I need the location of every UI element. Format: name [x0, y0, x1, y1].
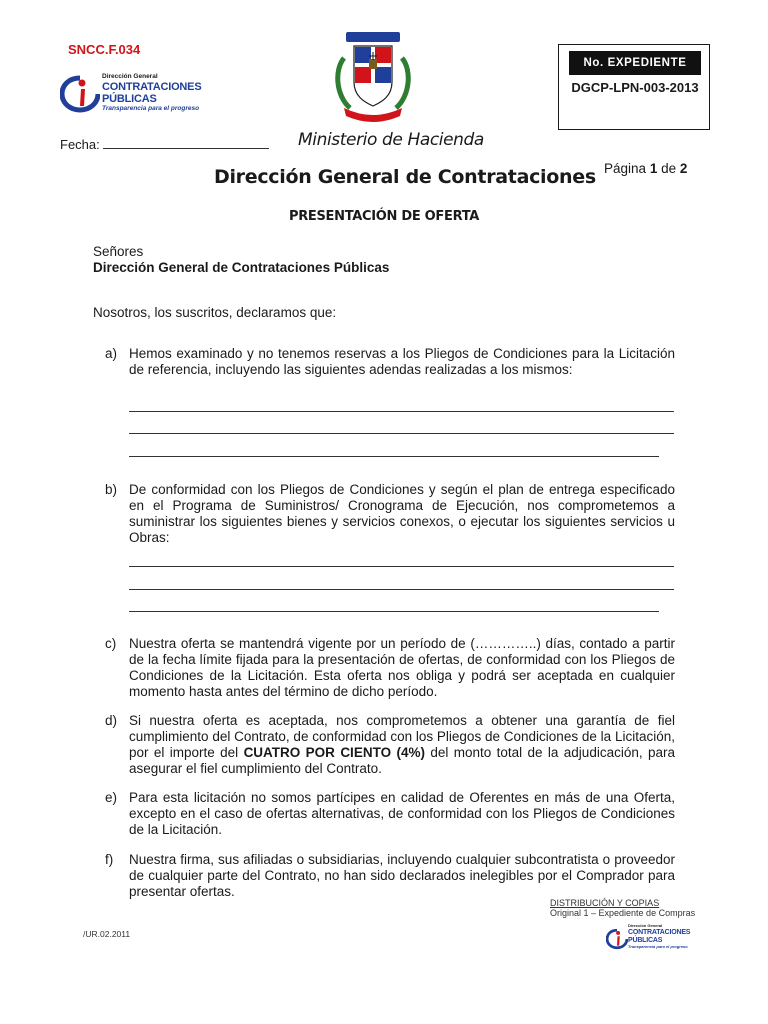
- logo-tagline: Transparencia para el progreso: [628, 944, 688, 949]
- blank-line: [129, 411, 674, 412]
- blank-line: [129, 566, 674, 567]
- logo-line2: CONTRATACIONES: [102, 80, 202, 93]
- footer-dgcp-logo: [606, 924, 692, 956]
- intro-text: Nosotros, los suscritos, declaramos que:: [93, 305, 337, 320]
- page-current: 1: [649, 161, 658, 176]
- clause-text: [129, 713, 675, 777]
- direction-title: Dirección General de Contrataciones: [214, 166, 596, 188]
- document-title: PRESENTACIÓN DE OFERTA: [288, 209, 480, 224]
- clause-label: f): [105, 852, 114, 867]
- clause-label: c): [105, 636, 117, 651]
- fecha-field: [60, 137, 269, 152]
- clause-label: b): [105, 482, 118, 497]
- dgcp-logo-mark-icon: [606, 924, 628, 954]
- blank-line: [129, 433, 674, 434]
- logo-line1: Dirección General: [628, 923, 663, 928]
- dgcp-logo-mark-icon: [60, 74, 100, 114]
- form-reference: /UR.02.2011: [83, 929, 131, 939]
- distribution-line: Original 1 – Expediente de Compras: [550, 908, 696, 918]
- clause-label: a): [105, 346, 118, 361]
- clause-text: Para esta licitación no somos partícipes en calidad de Oferentes en más de una Oferta, excepto en el caso de ofertas alternativas, de conformidad con los Pliegos de Condiciones de la Licitación.: [129, 790, 675, 837]
- blank-line: [129, 456, 659, 457]
- addressee: Dirección General de Contrataciones Públicas: [93, 260, 390, 275]
- dgcp-logo: [60, 74, 230, 114]
- clause-b: [105, 482, 675, 546]
- expediente-box: [558, 44, 710, 130]
- page-indicator: [604, 161, 687, 176]
- logo-tagline: Transparencia para el progreso: [102, 104, 200, 112]
- clause-text: Nuestra firma, sus afiliadas o subsidiarias, incluyendo cualquier subcontratista o proveedor de cualquier parte del Contrato, no han sido declarados inelegibles por el Comprador para presentar ofertas.: [129, 852, 675, 899]
- distribution-title: DISTRIBUCIÓN Y COPIAS: [550, 898, 660, 908]
- logo-line3: PÚBLICAS: [628, 937, 663, 944]
- clause-c: [105, 636, 675, 700]
- clause-label: e): [105, 790, 118, 805]
- blank-line: [129, 611, 659, 612]
- coat-of-arms-icon: [330, 30, 416, 122]
- expediente-label: No. EXPEDIENTE: [569, 51, 701, 75]
- clause-f: [105, 852, 675, 900]
- expediente-value: DGCP-LPN-003-2013: [571, 80, 699, 95]
- clause-text: Hemos examinado y no tenemos reservas a los Pliegos de Condiciones para la Licitación de referencia, incluyendo las siguientes adendas realizadas a los mismos:: [129, 346, 675, 377]
- salutation: Señores: [93, 244, 144, 259]
- distribution-block: [550, 898, 695, 918]
- page-of: de: [661, 161, 677, 176]
- clause-d: [105, 713, 675, 777]
- fecha-label: Fecha:: [60, 137, 100, 152]
- logo-line2: CONTRATACIONES: [628, 929, 691, 936]
- form-code: SNCC.F.034: [68, 42, 141, 57]
- blank-line: [129, 589, 674, 590]
- clause-text: Nuestra oferta se mantendrá vigente por un período de (…………..) días, contado a partir de la fecha límite fijada para la presentación de ofertas, de conformidad con los Pliegos de Condiciones de la Licitación. Esta oferta nos obliga y podrá ser aceptada en cualquier momento hasta antes del término de dicho período.: [129, 636, 675, 699]
- salutation-block: [93, 244, 389, 276]
- clause-label: d): [105, 713, 118, 728]
- logo-line3: PÚBLICAS: [102, 92, 157, 105]
- page-total: 2: [679, 161, 688, 176]
- page-prefix: Página: [604, 161, 647, 176]
- ministry-name: Ministerio de Hacienda: [298, 130, 484, 150]
- clause-e: [105, 790, 675, 838]
- percentage-emphasis: CUATRO POR CIENTO (4%): [243, 745, 425, 760]
- clause-text-end: del monto total de la adjudicación, para asegurar el fiel cumplimiento del Contrato.: [129, 745, 675, 776]
- clause-text-start: Si nuestra oferta es aceptada, nos comprometemos a obtener una garantía de fiel cumplimiento del Contrato, de conformidad con los Pliegos de Condiciones de la Licitación, por el importe del: [129, 713, 675, 760]
- clause-text: De conformidad con los Pliegos de Condiciones y según el plan de entrega especificado en el Programa de Suministros/ Cronograma de Ejecución, nos comprometemos a suministrar los siguientes bienes y servicios conexos, o ejecutar los siguientes servicios u Obras:: [129, 482, 675, 545]
- clause-a: [105, 346, 675, 378]
- logo-line1: Dirección General: [102, 73, 158, 80]
- fecha-blank-line: [103, 137, 269, 149]
